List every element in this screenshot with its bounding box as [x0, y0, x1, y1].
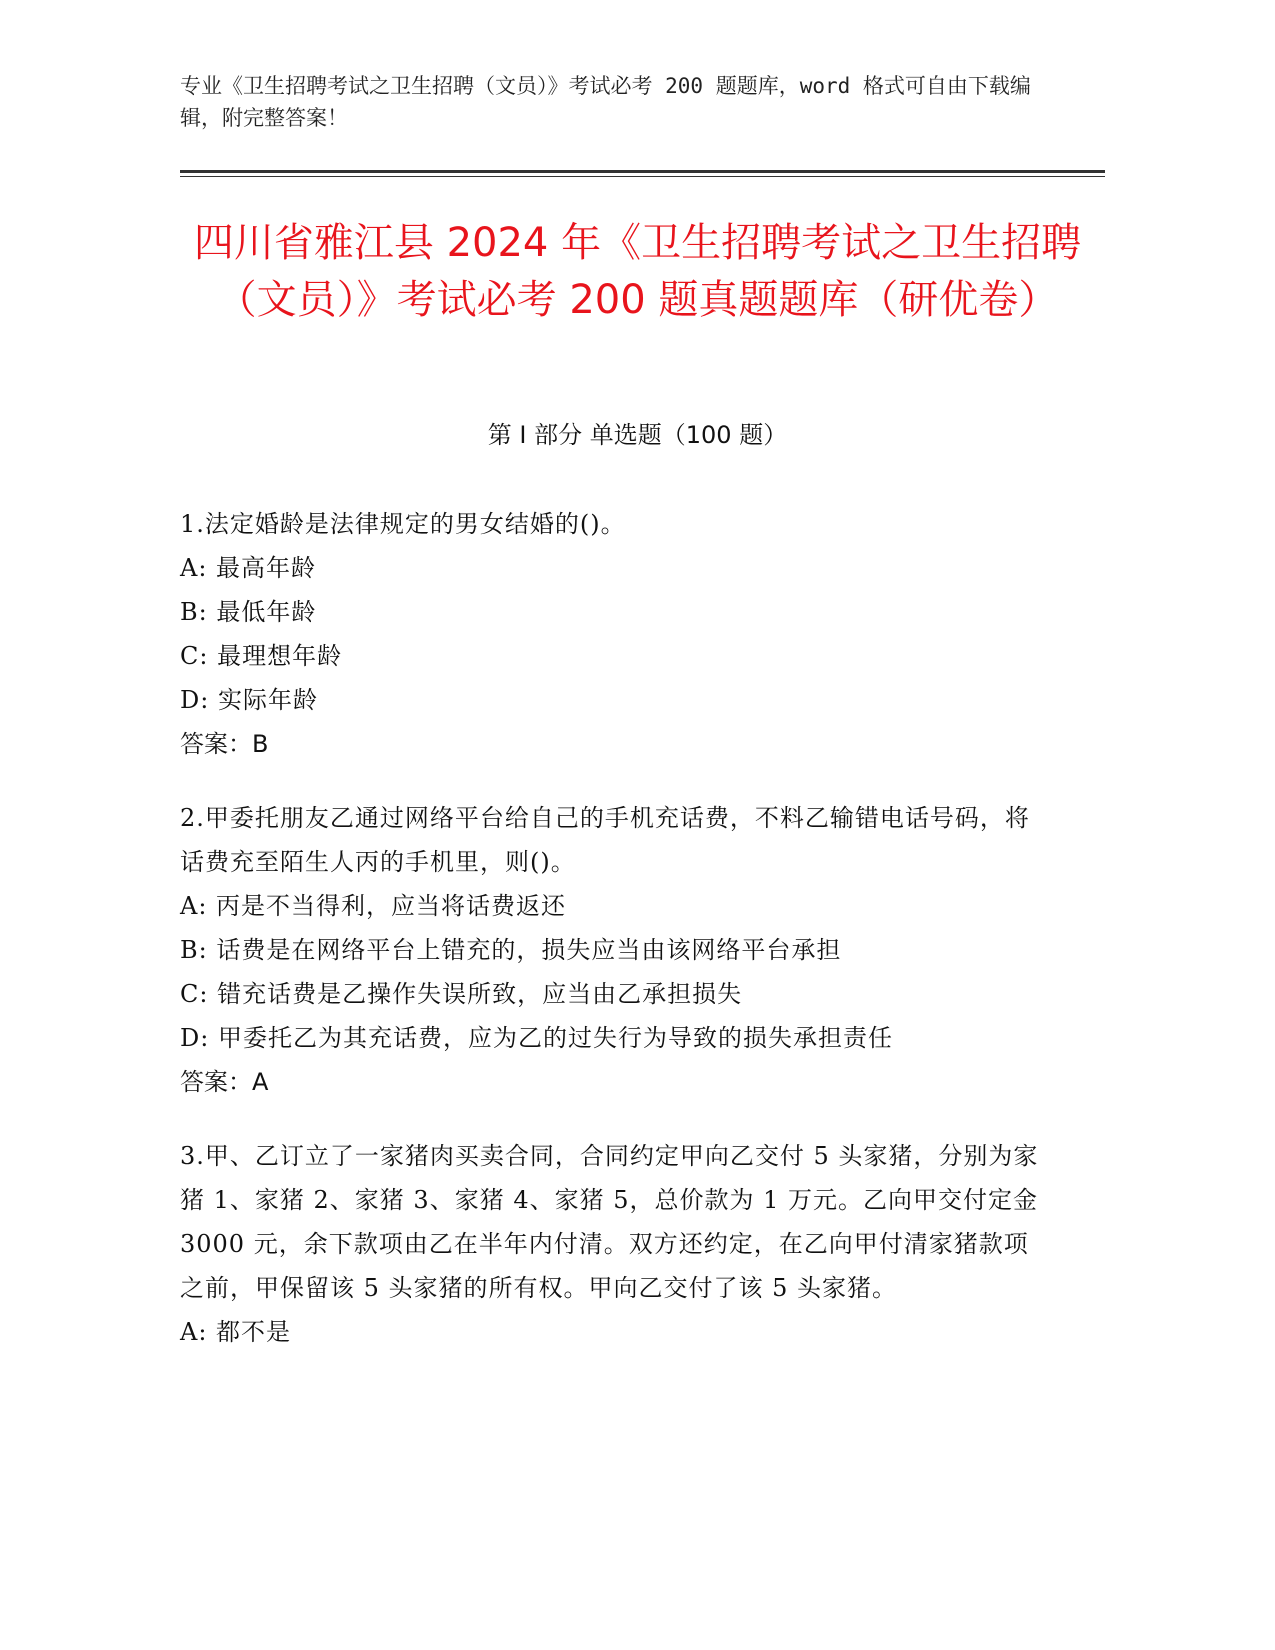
- document-title: 四川省雅江县 2024 年《卫生招聘考试之卫生招聘（文员）》考试必考 200 题真题题库（研优卷）: [193, 220, 1082, 323]
- option-a: A: 丙是不当得利，应当将话费返还: [180, 892, 567, 920]
- option-a: A: 最高年龄: [180, 554, 317, 582]
- answer-line: 答案：B: [180, 730, 269, 758]
- option-d: D: 甲委托乙为其充话费，应为乙的过失行为导致的损失承担责任: [180, 1024, 893, 1052]
- section-heading: 第 I 部分 单选题（100 题）: [487, 421, 788, 449]
- option-c: C: 错充话费是乙操作失误所致，应当由乙承担损失: [180, 980, 743, 1008]
- header-divider-thick: [180, 170, 1105, 173]
- header-divider-thin: [180, 176, 1105, 177]
- option-d: D: 实际年龄: [180, 686, 318, 714]
- option-b: B: 最低年龄: [180, 598, 317, 626]
- question-stem: 2.甲委托朋友乙通过网络平台给自己的手机充话费，不料乙输错电话号码，将话费充至陌生人丙的手机里，则()。: [180, 804, 1030, 876]
- option-b: B: 话费是在网络平台上错充的，损失应当由该网络平台承担: [180, 936, 842, 964]
- question-stem: 1.法定婚龄是法律规定的男女结婚的()。: [180, 510, 626, 538]
- question-3: [180, 1134, 1047, 1354]
- question-list: [180, 502, 1047, 1384]
- header-note: 专业《卫生招聘考试之卫生招聘（文员）》考试必考 200 题题库，word 格式可自由下载编辑，附完整答案！: [180, 74, 1031, 130]
- question-stem: 3.甲、乙订立了一家猪肉买卖合同，合同约定甲向乙交付 5 头家猪，分别为家猪 1、家猪 2、家猪 3、家猪 4、家猪 5，总价款为 1 万元。乙向甲交付定金 3000 元，余下款项由乙在半年内付清。双方还约定，在乙向甲付清家猪款项之前，甲保留该 5 头家猪的所有权。甲向乙交付了该 5 头家猪。: [180, 1142, 1047, 1302]
- option-a: A: 都不是: [180, 1318, 292, 1346]
- answer-line: 答案：A: [180, 1068, 269, 1096]
- question-1: [180, 502, 1040, 766]
- question-2: [180, 796, 1040, 1104]
- option-c: C: 最理想年龄: [180, 642, 343, 670]
